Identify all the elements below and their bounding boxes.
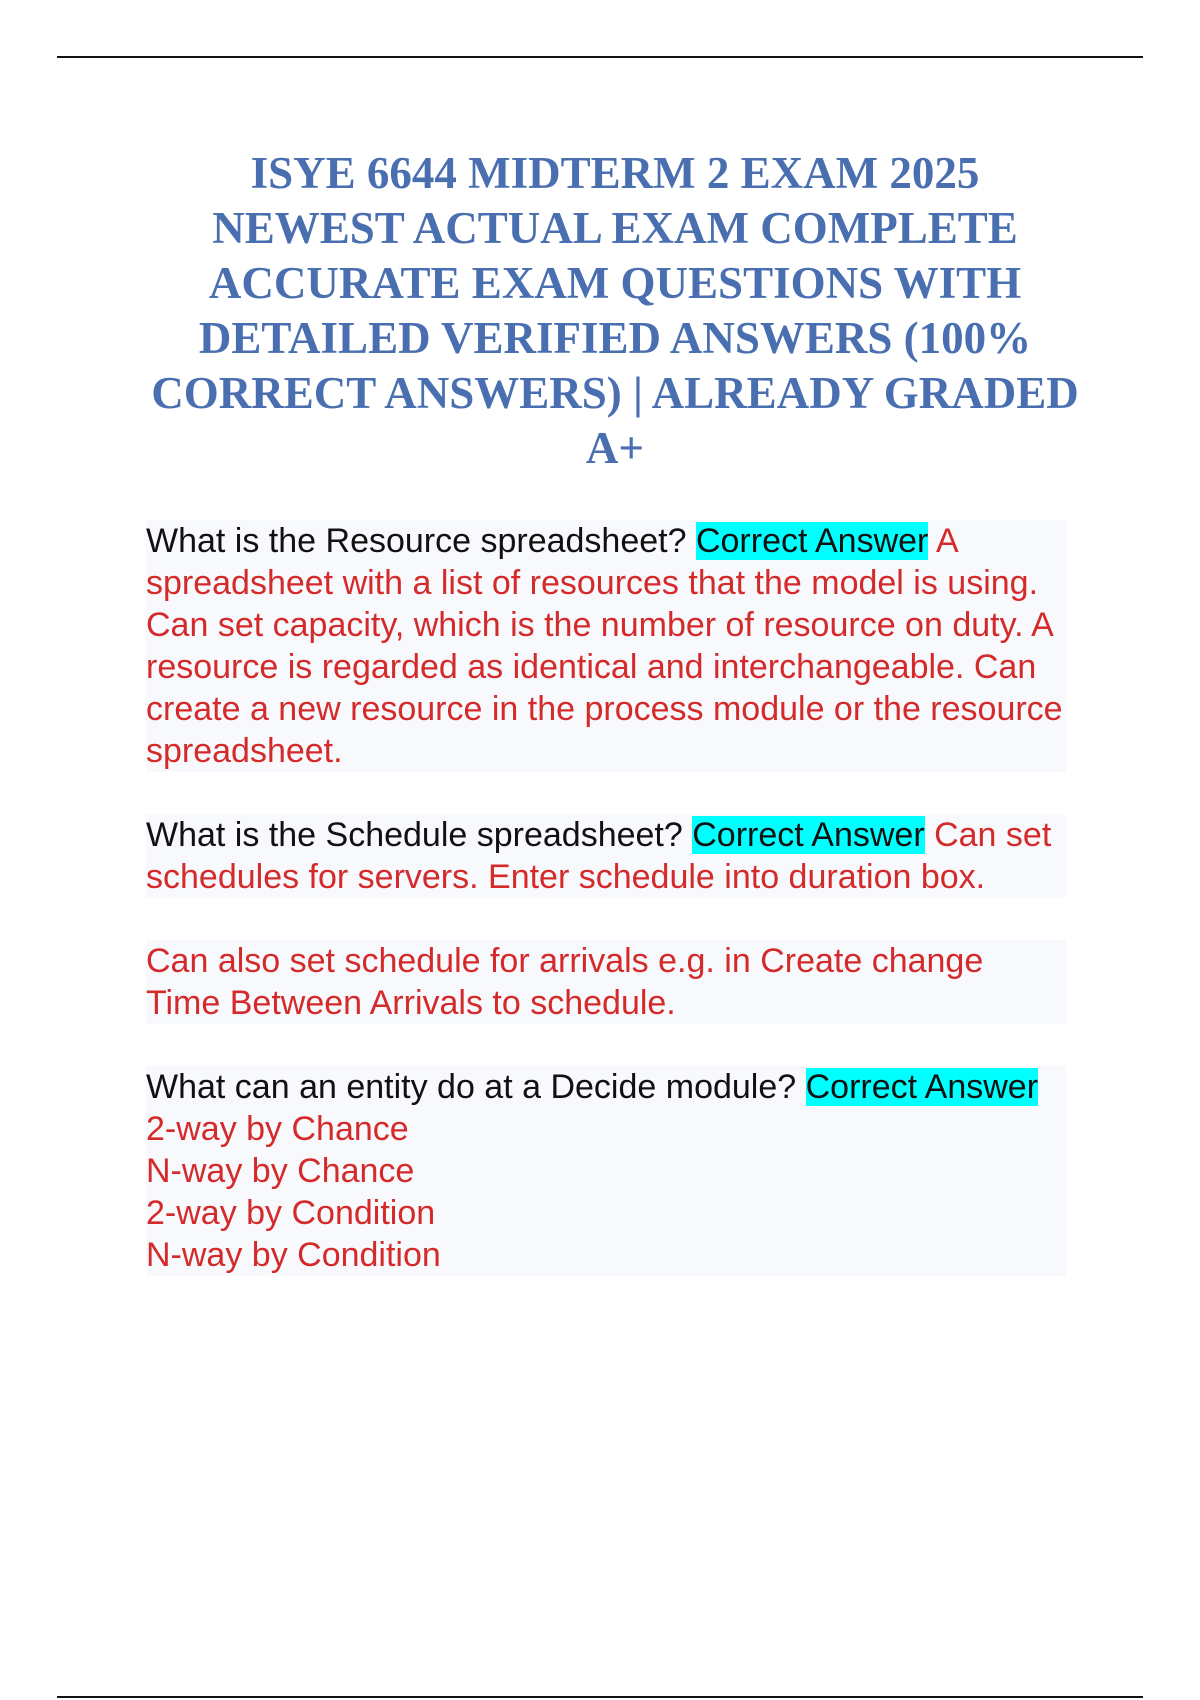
answer-line: N-way by Condition <box>146 1236 441 1274</box>
qa-item-schedule <box>146 814 1066 898</box>
correct-answer-label: Correct Answer <box>695 522 929 560</box>
correct-answer-label: Correct Answer <box>692 816 925 854</box>
correct-answer-label: Correct Answer <box>805 1068 1039 1106</box>
answer-text: Can set schedules for servers. Enter schedule into duration box. <box>146 816 1052 896</box>
qa-item-resource <box>146 520 1066 772</box>
bottom-rule <box>57 1696 1143 1698</box>
question-text: What can an entity do at a Decide module? <box>146 1068 797 1106</box>
top-rule <box>57 56 1143 58</box>
qa-content <box>146 520 1066 1318</box>
document-title: ISYE 6644 MIDTERM 2 EXAM 2025 NEWEST ACTUAL EXAM COMPLETE ACCURATE EXAM QUESTIONS WITH DETAILED VERIFIED ANSWERS (100% CORRECT ANSWERS) | ALREADY GRADED A+ <box>151 148 1079 473</box>
answer-extra-paragraph: Can also set schedule for arrivals e.g. in Create change Time Between Arrivals to schedule. <box>146 940 1066 1024</box>
answer-line: 2-way by Chance <box>146 1110 409 1148</box>
question-text: What is the Schedule spreadsheet? <box>146 816 683 854</box>
answer-text: A spreadsheet with a list of resources that the model is using. Can set capacity, which is the number of resource on duty. A resource is regarded as identical and interchangeable. Can create a new resource in the process module or the resource spreadsheet. <box>146 522 1063 770</box>
answer-line: N-way by Chance <box>146 1152 415 1190</box>
qa-item-decide <box>146 1066 1066 1276</box>
question-text: What is the Resource spreadsheet? <box>146 522 687 560</box>
answer-line: 2-way by Condition <box>146 1194 436 1232</box>
